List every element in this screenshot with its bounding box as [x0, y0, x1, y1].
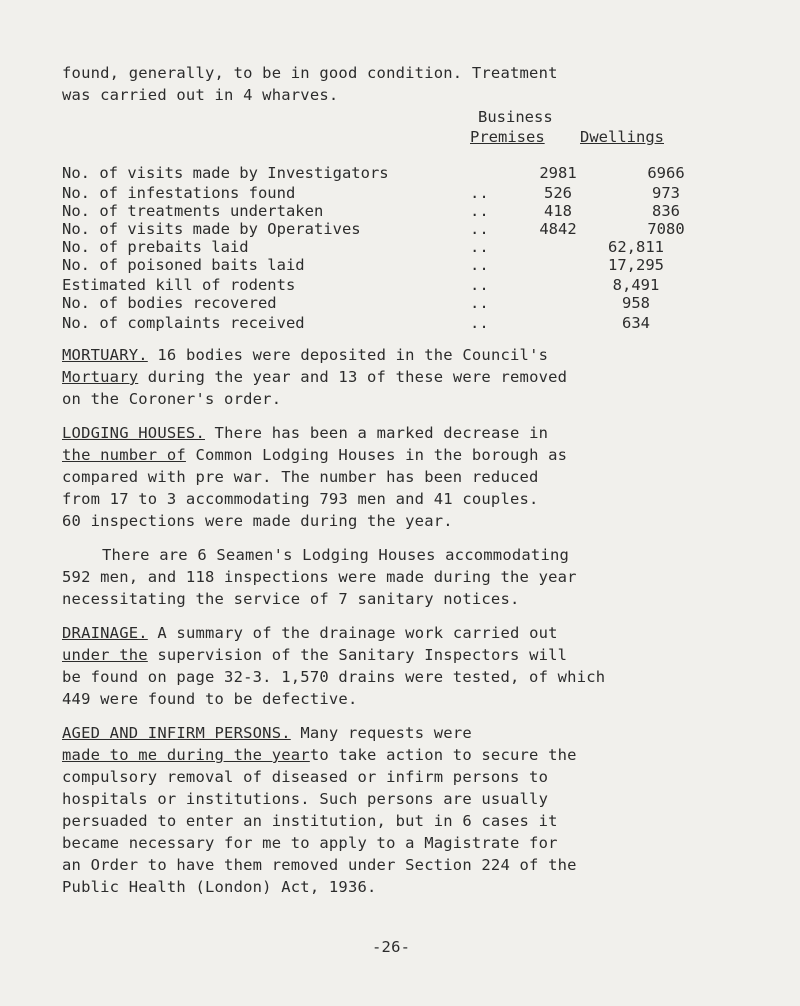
aged-line-8: Public Health (London) Act, 1936.: [62, 878, 377, 896]
aged-line-4: hospitals or institutions. Such persons are usually: [62, 790, 549, 808]
row-leader-dots: ..: [470, 276, 489, 294]
intro-line-2: was carried out in 4 wharves.: [62, 86, 339, 104]
row-leader-dots: ..: [470, 238, 489, 256]
row-label: No. of bodies recovered: [62, 294, 277, 312]
aged-text-2b: to take action to secure the: [309, 746, 577, 764]
dwellings-header: Dwellings: [580, 128, 664, 146]
row-dwellings-value: 7080: [647, 220, 685, 238]
drainage-line-4: 449 were found to be defective.: [62, 690, 358, 708]
drainage-text-2a: under the: [62, 646, 148, 664]
row-label: Estimated kill of rodents: [62, 276, 296, 294]
row-premises-value: 418: [544, 202, 572, 220]
row-label: No. of visits made by Investigators: [62, 164, 389, 182]
table-row: [62, 276, 762, 296]
row-label: No. of prebaits laid: [62, 238, 249, 256]
drainage-line-3: be found on page 32-3. 1,570 drains were tested, of which: [62, 668, 606, 686]
mortuary-heading: MORTUARY.: [62, 346, 148, 364]
lodging-text-2a: the number of: [62, 446, 186, 464]
mortuary-line-1: [62, 346, 548, 364]
aged-line-6: became necessary for me to apply to a Magistrate for: [62, 834, 558, 852]
mortuary-line-2: [62, 368, 567, 386]
aged-line-5: persuaded to enter an institution, but in 6 cases it: [62, 812, 558, 830]
table-row: [62, 184, 762, 204]
mortuary-line-3: on the Coroner's order.: [62, 390, 282, 408]
mortuary-text-1: 16 bodies were deposited in the Council's: [157, 346, 549, 364]
lodging-line-5: 60 inspections were made during the year.: [62, 512, 453, 530]
drainage-line-2: [62, 646, 567, 664]
row-label: No. of visits made by Operatives: [62, 220, 361, 238]
lodging-line-4: from 17 to 3 accommodating 793 men and 41 couples.: [62, 490, 539, 508]
row-dwellings-value: 6966: [647, 164, 685, 182]
drainage-heading: DRAINAGE.: [62, 624, 148, 642]
premises-header-2: Premises: [470, 128, 545, 146]
aged-text-2a: made to me during the year: [62, 746, 310, 764]
row-combined-value: 8,491: [612, 276, 660, 294]
row-leader-dots: ..: [470, 220, 489, 238]
drainage-text-1: A summary of the drainage work carried out: [157, 624, 558, 642]
aged-text-1: Many requests were: [300, 724, 472, 742]
table-row: [62, 164, 762, 184]
seamen-line-3: necessitating the service of 7 sanitary notices.: [62, 590, 520, 608]
mortuary-text-2a: Mortuary: [62, 368, 139, 386]
table-row: [62, 314, 762, 334]
row-leader-dots: ..: [470, 184, 489, 202]
row-combined-value: 62,811: [608, 238, 664, 256]
row-label: No. of poisoned baits laid: [62, 256, 305, 274]
lodging-line-3: compared with pre war. The number has been reduced: [62, 468, 539, 486]
row-dwellings-value: 836: [652, 202, 680, 220]
row-label: No. of complaints received: [62, 314, 305, 332]
table-row: [62, 220, 762, 240]
lodging-line-1: [62, 424, 548, 442]
row-combined-value: 958: [622, 294, 650, 312]
row-premises-value: 526: [544, 184, 572, 202]
lodging-heading: LODGING HOUSES.: [62, 424, 205, 442]
mortuary-text-2b: during the year and 13 of these were removed: [138, 368, 568, 386]
aged-line-1: [62, 724, 472, 742]
row-leader-dots: ..: [470, 202, 489, 220]
aged-line-7: an Order to have them removed under Section 224 of the: [62, 856, 577, 874]
row-label: No. of infestations found: [62, 184, 296, 202]
drainage-line-1: [62, 624, 558, 642]
page-number: -26-: [372, 938, 411, 956]
table-row: [62, 202, 762, 222]
lodging-text-2b: Common Lodging Houses in the borough as: [185, 446, 568, 464]
intro-line-1: found, generally, to be in good condition. Treatment: [62, 64, 558, 82]
row-label: No. of treatments undertaken: [62, 202, 324, 220]
aged-heading: AGED AND INFIRM PERSONS.: [62, 724, 291, 742]
seamen-line-1: There are 6 Seamen's Lodging Houses accommodating: [102, 546, 570, 564]
row-premises-value: 4842: [539, 220, 577, 238]
aged-line-2: [62, 746, 577, 764]
row-leader-dots: ..: [470, 294, 489, 312]
premises-header-1: Business: [478, 108, 553, 126]
drainage-text-2b: supervision of the Sanitary Inspectors will: [147, 646, 568, 664]
lodging-text-1: There has been a marked decrease in: [214, 424, 549, 442]
table-row: [62, 294, 762, 314]
table-row: [62, 238, 762, 258]
row-combined-value: 634: [622, 314, 650, 332]
row-premises-value: 2981: [539, 164, 577, 182]
row-combined-value: 17,295: [608, 256, 664, 274]
table-row: [62, 256, 762, 276]
row-dwellings-value: 973: [652, 184, 680, 202]
seamen-line-2: 592 men, and 118 inspections were made during the year: [62, 568, 577, 586]
row-leader-dots: ..: [470, 314, 489, 332]
aged-line-3: compulsory removal of diseased or infirm persons to: [62, 768, 549, 786]
row-leader-dots: ..: [470, 256, 489, 274]
lodging-line-2: [62, 446, 567, 464]
